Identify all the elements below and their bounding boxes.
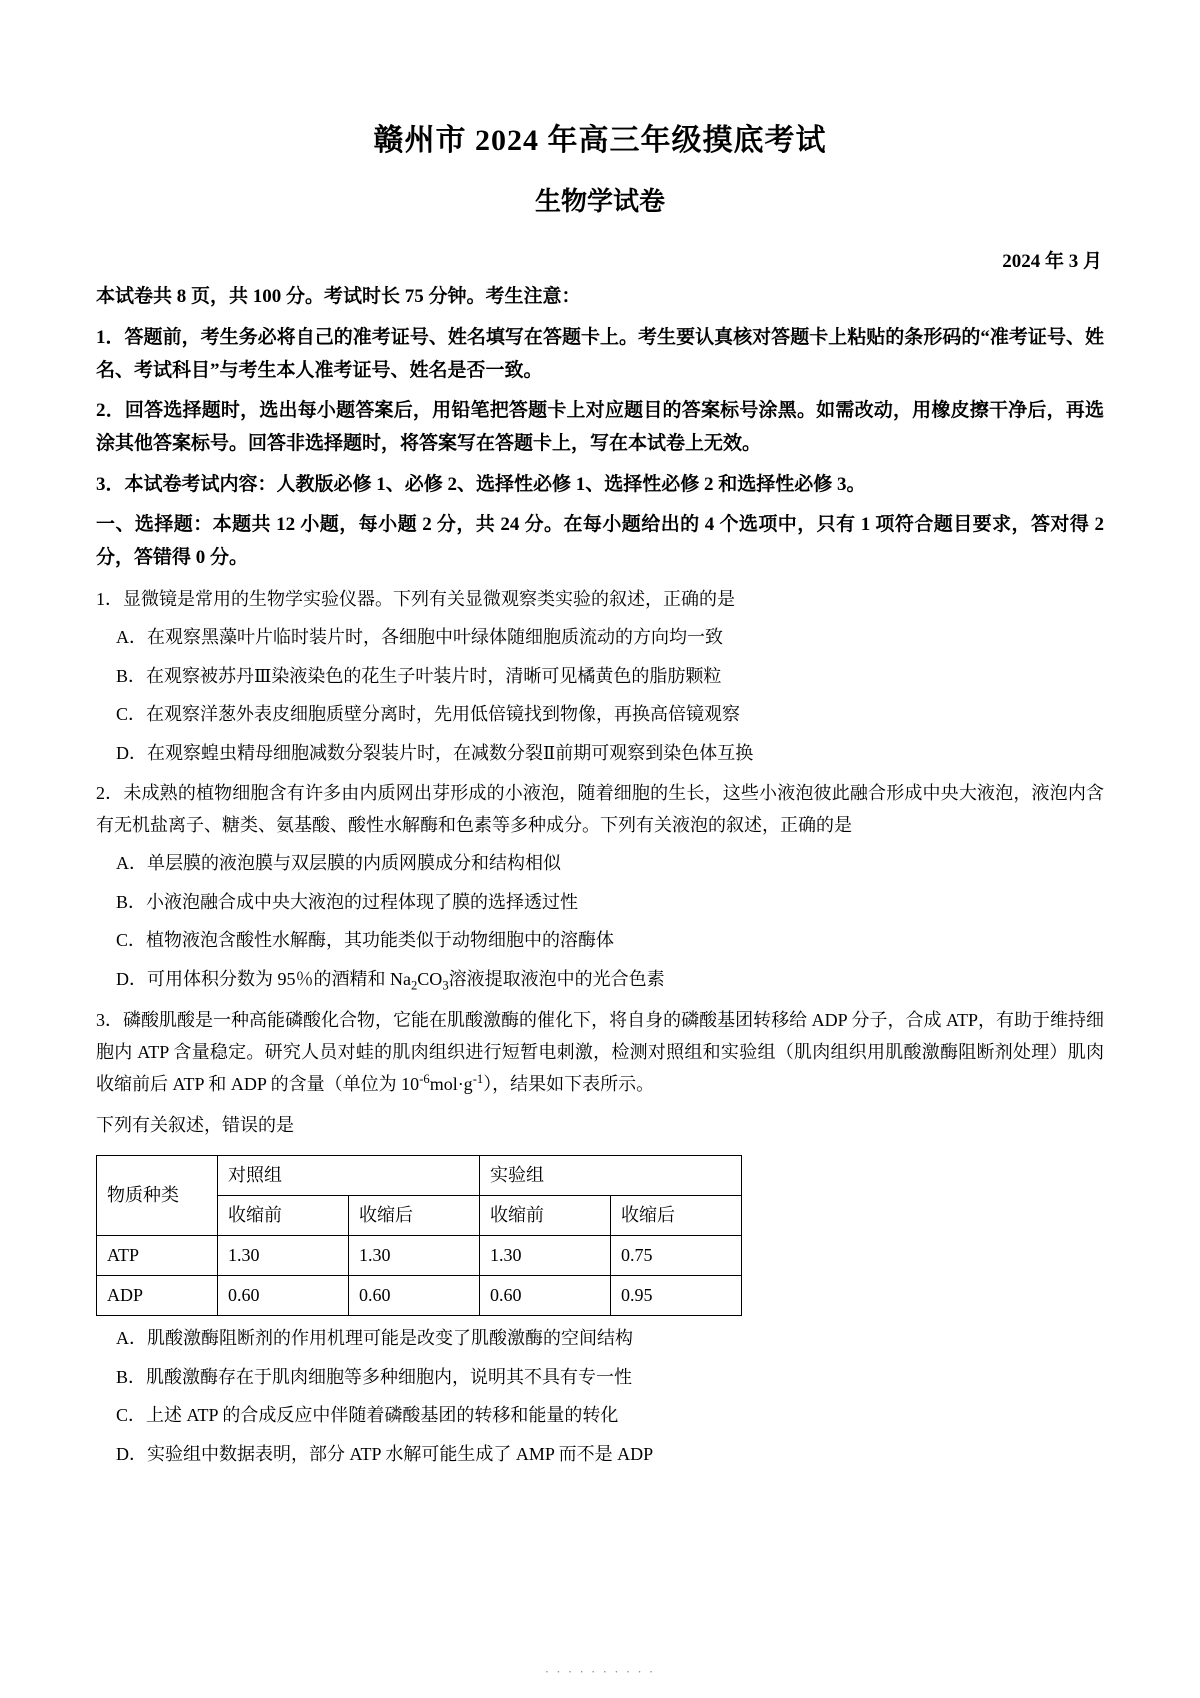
question-3-option-a: A．肌酸激酶阻断剂的作用机理可能是改变了肌酸激酶的空间结构 — [116, 1328, 633, 1349]
notice-line-0: 本试卷共 8 页，共 100 分。考试时长 75 分钟。考生注意： — [96, 286, 581, 308]
table-cell-atp-control-before: 1.30 — [218, 1236, 349, 1276]
question-2-option-d — [96, 964, 1104, 997]
table-cell-atp-exp-after: 0.75 — [611, 1236, 742, 1276]
question-1-stem: 1．显微镜是常用的生物学实验仪器。下列有关显微观察类实验的叙述，正确的是 — [96, 588, 735, 609]
table-cell-adp-label: ADP — [97, 1276, 218, 1316]
table-cell-adp-control-after: 0.60 — [349, 1276, 480, 1316]
q3-stem-sup-1: -6 — [419, 1072, 430, 1087]
table-header-row-1 — [97, 1156, 742, 1196]
exam-date: 2024 年 3 月 — [1002, 251, 1102, 273]
option-d-text-3: 溶液提取液泡中的光合色素 — [448, 968, 665, 989]
page-subtitle: 生物学试卷 — [534, 187, 665, 216]
table-cell-adp-control-before: 0.60 — [218, 1276, 349, 1316]
question-3-option-c: C．上述 ATP 的合成反应中伴随着磷酸基团的转移和能量的转化 — [116, 1405, 619, 1426]
atp-adp-data-table — [96, 1155, 742, 1316]
table-cell-atp-label: ATP — [97, 1236, 218, 1276]
option-d-sub-1: 2 — [411, 978, 418, 993]
question-2-option-c: C．植物液泡含酸性水解酶，其功能类似于动物细胞中的溶酶体 — [116, 930, 615, 951]
question-2-stem: 2．未成熟的植物细胞含有许多由内质网出芽形成的小液泡，随着细胞的生长，这些小液泡彼此融合形成中央大液泡，液泡内含有无机盐离子、糖类、氨基酸、酸性水解酶和色素等多种成分。下列有关液泡的叙述，正确的是 — [96, 783, 1104, 835]
question-1-option-b: B．在观察被苏丹Ⅲ染液染色的花生子叶装片时，清晰可见橘黄色的脂肪颗粒 — [116, 665, 722, 686]
notice-line-2: 2．回答选择题时，选出每小题答案后，用铅笔把答题卡上对应题目的答案标号涂黑。如需改动，用橡皮擦干净后，再选涂其他答案标号。回答非选择题时，将答案写在答题卡上，写在本试卷上无效。 — [96, 400, 1104, 455]
notice-line-3: 3．本试卷考试内容：人教版必修 1、必修 2、选择性必修 1、选择性必修 2 和选择性必修 3。 — [96, 473, 866, 495]
question-3-stem-cont: 下列有关叙述，错误的是 — [96, 1114, 294, 1135]
option-d-sub-2: 3 — [442, 978, 449, 993]
table-cell-atp-control-after: 1.30 — [349, 1236, 480, 1276]
question-3-stem — [96, 1005, 1104, 1101]
table-cell-adp-exp-before: 0.60 — [480, 1276, 611, 1316]
table-header-control-after: 收缩后 — [349, 1196, 480, 1236]
table-header-experiment-group: 实验组 — [480, 1156, 742, 1196]
table-header-exp-before: 收缩前 — [480, 1196, 611, 1236]
table-row — [97, 1276, 742, 1316]
question-2-option-a: A．单层膜的液泡膜与双层膜的内质网膜成分和结构相似 — [116, 853, 561, 874]
question-1-option-a: A．在观察黑藻叶片临时装片时，各细胞中叶绿体随细胞质流动的方向均一致 — [116, 627, 723, 648]
question-2-option-b: B．小液泡融合成中央大液泡的过程体现了膜的选择透过性 — [116, 891, 579, 912]
section-heading-choice: 一、选择题：本题共 12 小题，每小题 2 分，共 24 分。在每小题给出的 4 个选项中，只有 1 项符合题目要求，答对得 2 分，答错得 0 分。 — [96, 514, 1104, 569]
question-3-option-b: B．肌酸激酶存在于肌肉细胞等多种细胞内，说明其不具有专一性 — [116, 1366, 633, 1387]
notice-line-1: 1．答题前，考生务必将自己的准考证号、姓名填写在答题卡上。考生要认真核对答题卡上粘贴的条形码的“准考证号、姓名、考试科目”与考生本人准考证号、姓名是否一致。 — [96, 327, 1104, 381]
q3-stem-sup-2: -1 — [472, 1072, 484, 1087]
table-header-exp-after: 收缩后 — [611, 1196, 742, 1236]
q3-stem-part-3: ），结果如下表所示。 — [483, 1074, 655, 1095]
question-1-option-c: C．在观察洋葱外表皮细胞质壁分离时，先用低倍镜找到物像，再换高倍镜观察 — [116, 704, 741, 725]
option-d-text-2: CO — [417, 968, 443, 989]
page-title: 赣州市 2024 年高三年级摸底考试 — [373, 124, 827, 157]
table-cell-adp-exp-after: 0.95 — [611, 1276, 742, 1316]
table-header-control-before: 收缩前 — [218, 1196, 349, 1236]
table-header-control-group: 对照组 — [218, 1156, 480, 1196]
question-3-option-d: D．实验组中数据表明，部分 ATP 水解可能生成了 AMP 而不是 ADP — [116, 1443, 654, 1464]
table-row — [97, 1236, 742, 1276]
page-footer: · · · · · · · · · · — [544, 1664, 656, 1679]
q3-stem-part-2: mol·g — [429, 1074, 473, 1095]
option-d-text-1: D．可用体积分数为 95％的酒精和 Na — [116, 968, 411, 989]
table-header-substance: 物质种类 — [97, 1156, 218, 1236]
q3-stem-part-1: 3．磷酸肌酸是一种高能磷酸化合物，它能在肌酸激酶的催化下，将自身的磷酸基团转移给 ADP 分子，合成 ATP，有助于维持细胞内 ATP 含量稳定。研究人员对蛙的肌肉组织进行短暂电刺激，检测对照组和实验组（肌肉组织用肌酸激酶阻断剂处理）肌肉收缩前后 ATP 和 ADP 的含量（单位为 10 — [96, 1010, 1104, 1095]
table-cell-atp-exp-before: 1.30 — [480, 1236, 611, 1276]
question-1-option-d: D．在观察蝗虫精母细胞减数分裂装片时，在减数分裂Ⅱ前期可观察到染色体互换 — [116, 742, 754, 763]
